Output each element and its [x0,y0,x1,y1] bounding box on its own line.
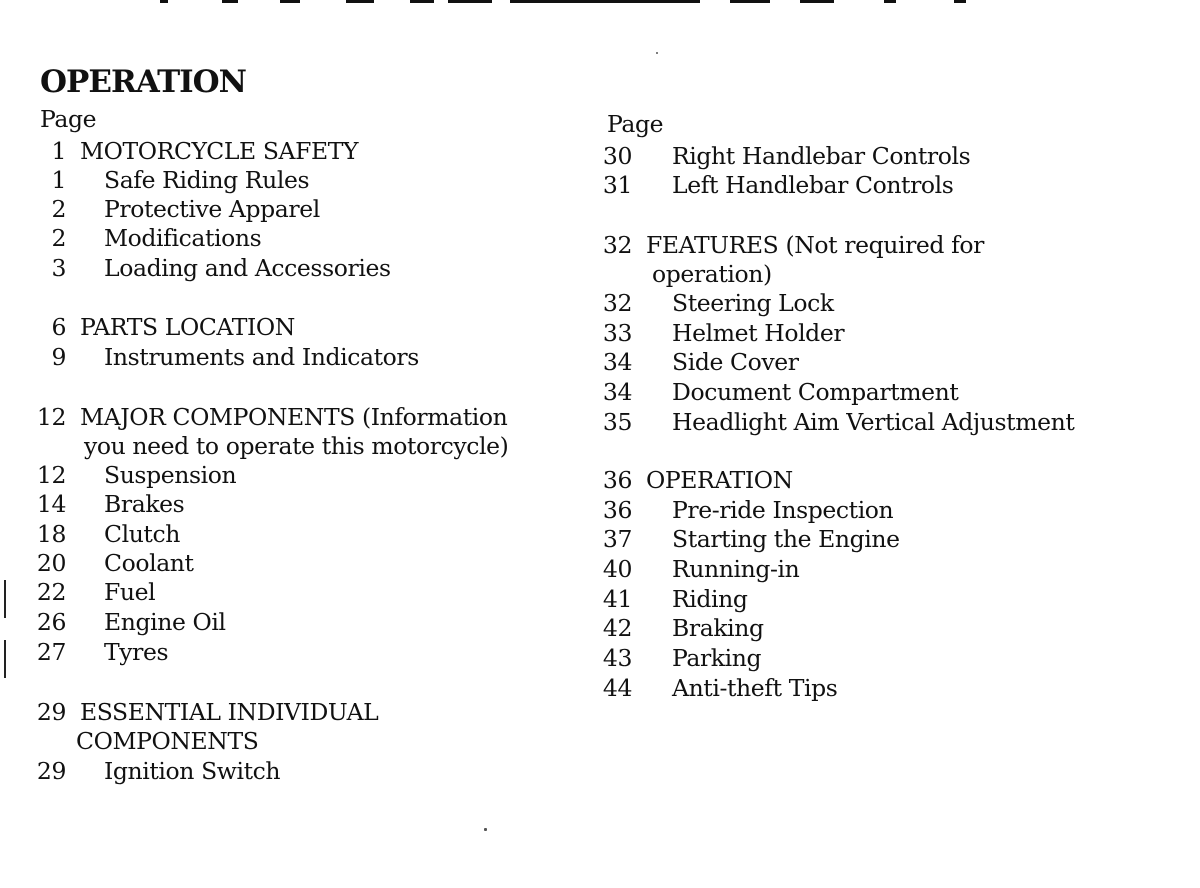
toc-page-number: 9 [51,343,66,371]
toc-entry-title[interactable]: Riding [672,585,748,613]
toc-page-number: 36 [602,466,632,494]
toc-section-heading[interactable]: PARTS LOCATION [80,313,295,341]
toc-entry-title[interactable]: Pre-ride Inspection [672,496,894,524]
toc-page-number: 35 [602,408,632,436]
toc-page-number: 44 [602,674,632,702]
toc-page-number: 31 [602,171,632,199]
toc-entry-title[interactable]: Headlight Aim Vertical Adjustment [672,408,1075,436]
toc-page-number: 29 [36,757,66,785]
toc-page-number: 3 [51,254,66,282]
toc-entry-title[interactable]: Loading and Accessories [104,254,391,282]
toc-page-number: 32 [602,231,632,259]
toc-page-number: 20 [36,549,66,577]
toc-entry-title[interactable]: Parking [672,644,762,672]
scan-speck [484,828,487,831]
toc-page-number: 36 [602,496,632,524]
toc-section-heading[interactable]: OPERATION [646,466,793,494]
toc-page-number: 37 [602,525,632,553]
margin-mark [4,640,6,678]
toc-entry-title[interactable]: Coolant [104,549,194,577]
toc-entry-title[interactable]: Starting the Engine [672,525,900,553]
toc-entry-title[interactable]: Clutch [104,520,180,548]
toc-section-heading[interactable]: ESSENTIAL INDIVIDUAL [80,698,379,726]
toc-entry-title[interactable]: Suspension [104,461,237,489]
toc-page-number: 29 [36,698,66,726]
toc-page-number: 2 [51,224,66,252]
toc-entry-title[interactable]: Left Handlebar Controls [672,171,954,199]
page-title: OPERATION [40,64,246,100]
toc-entry-title[interactable]: operation) [652,260,772,288]
toc-page-number: 18 [36,520,66,548]
top-rule-fragments [0,0,1200,6]
toc-page-number: 12 [36,461,66,489]
toc-page-number: 42 [602,614,632,642]
toc-page-number: 30 [602,142,632,170]
scan-speck [656,52,658,54]
toc-entry-title[interactable]: Right Handlebar Controls [672,142,971,170]
toc-page-number: 33 [602,319,632,347]
toc-page-number: 27 [36,638,66,666]
toc-entry-title[interactable]: Fuel [104,578,156,606]
toc-entry-title[interactable]: Anti-theft Tips [672,674,838,702]
toc-entry-title[interactable]: Helmet Holder [672,319,845,347]
toc-entry-title[interactable]: COMPONENTS [76,727,259,755]
toc-page-number: 41 [602,585,632,613]
toc-entry-title[interactable]: Instruments and Indicators [104,343,419,371]
toc-section-heading[interactable]: FEATURES (Not required for [646,231,985,259]
toc-entry-title[interactable]: Side Cover [672,348,799,376]
toc-page-number: 26 [36,608,66,636]
toc-page-number: 2 [51,195,66,223]
toc-page-number: 6 [51,313,66,341]
toc-entry-title[interactable]: Steering Lock [672,289,834,317]
page-column-header: Page [607,110,664,138]
toc-entry-title[interactable]: Tyres [104,638,169,666]
toc-page-number: 1 [51,166,66,194]
toc-entry-title[interactable]: Running-in [672,555,800,583]
toc-page-number: 32 [602,289,632,317]
margin-mark [4,580,6,618]
toc-section-heading[interactable]: MOTORCYCLE SAFETY [80,137,359,165]
toc-entry-title[interactable]: Protective Apparel [104,195,320,223]
toc-page-number: 14 [36,490,66,518]
toc-entry-title[interactable]: Brakes [104,490,185,518]
toc-page-number: 22 [36,578,66,606]
toc-entry-title[interactable]: Modifications [104,224,262,252]
toc-entry-title[interactable]: you need to operate this motorcycle) [84,432,509,460]
toc-page-number: 43 [602,644,632,672]
toc-page-number: 40 [602,555,632,583]
toc-page-number: 1 [51,137,66,165]
toc-entry-title[interactable]: Safe Riding Rules [104,166,310,194]
toc-section-heading[interactable]: MAJOR COMPONENTS (Information [80,403,508,431]
toc-entry-title[interactable]: Ignition Switch [104,757,281,785]
toc-entry-title[interactable]: Document Compartment [672,378,959,406]
toc-page-number: 34 [602,348,632,376]
toc-entry-title[interactable]: Braking [672,614,764,642]
toc-page-number: 34 [602,378,632,406]
toc-entry-title[interactable]: Engine Oil [104,608,226,636]
toc-page-number: 12 [36,403,66,431]
page-column-header: Page [40,105,97,133]
